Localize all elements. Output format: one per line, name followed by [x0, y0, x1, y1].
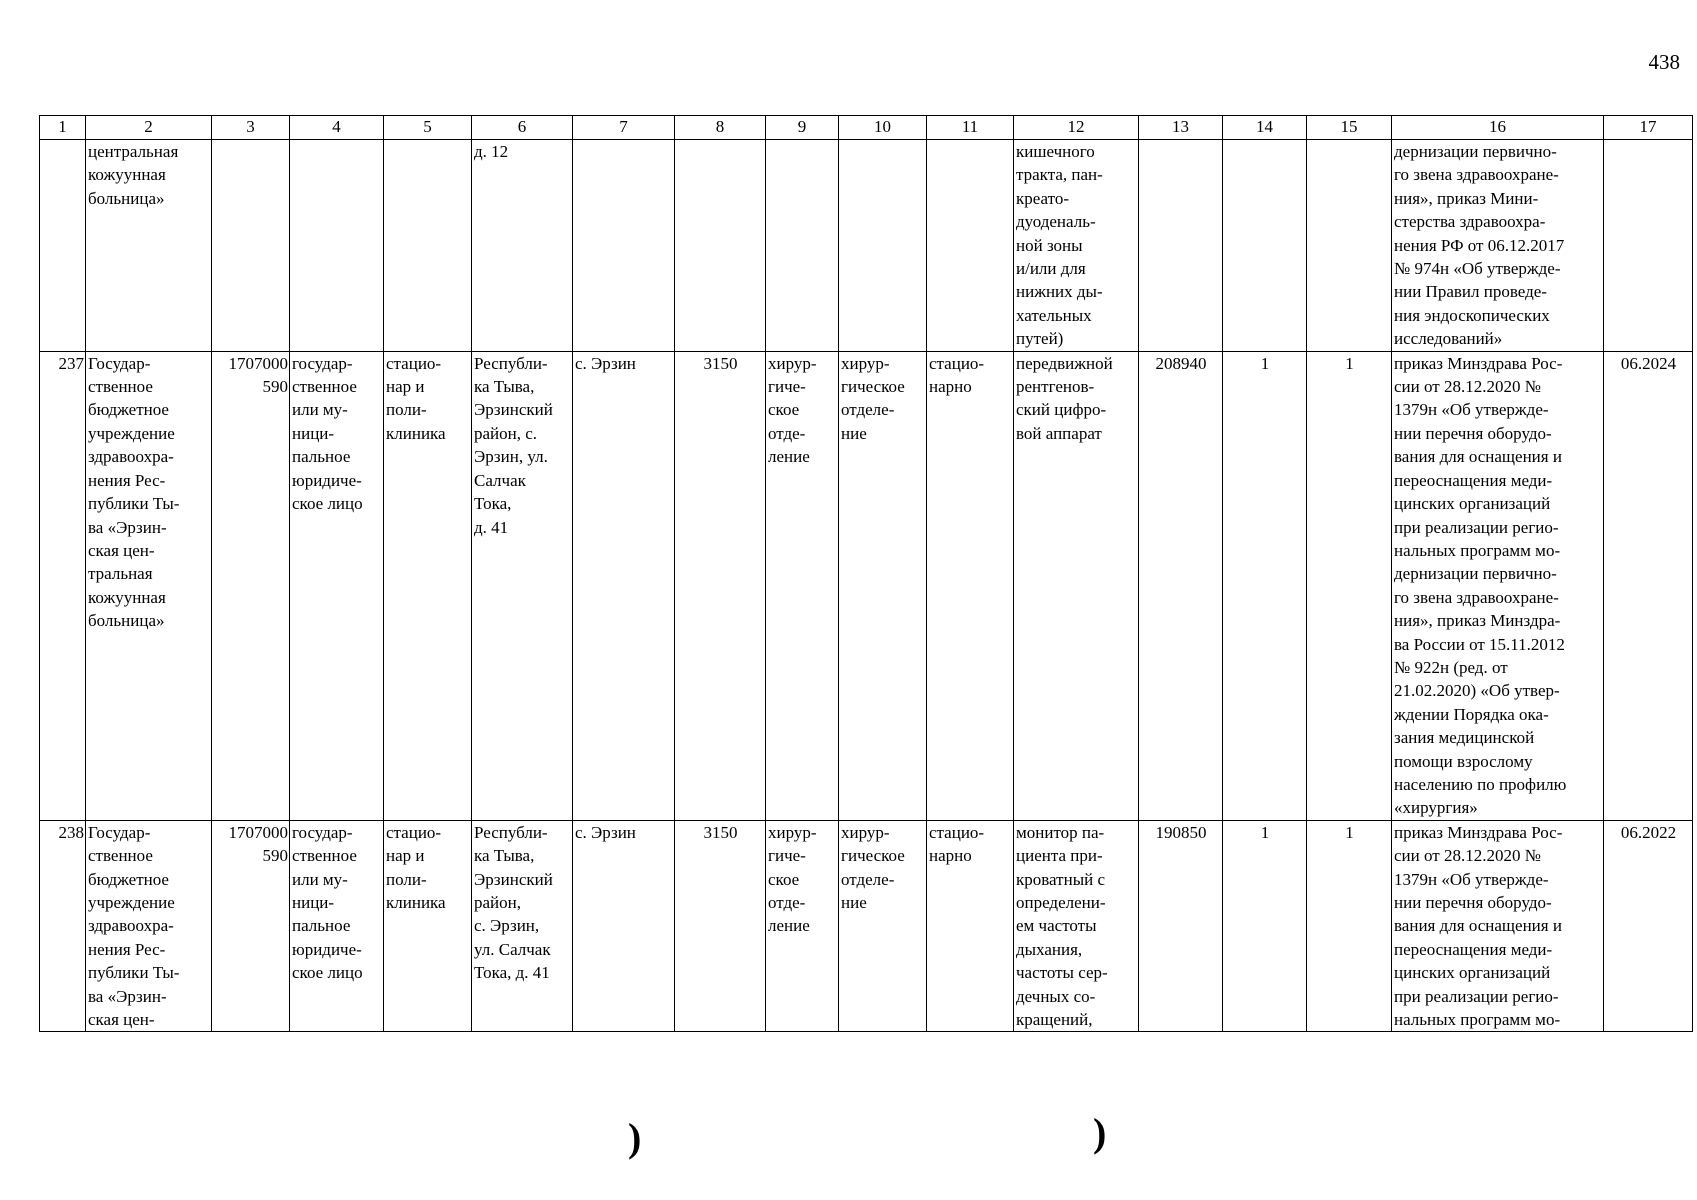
care-conditions-cell — [927, 140, 1014, 352]
code-cell: 1707000 590 — [212, 351, 290, 820]
date-cell: 06.2024 — [1604, 351, 1693, 820]
quantity-cell: 1 — [1307, 351, 1392, 820]
quantity-cell: 1 — [1223, 351, 1307, 820]
table-row — [40, 820, 1693, 1032]
col-header: 3 — [212, 116, 290, 140]
table-row — [40, 140, 1693, 352]
facility-type-cell: стацио- нар и поли- клиника — [384, 351, 472, 820]
col-header: 17 — [1604, 116, 1693, 140]
col-header: 2 — [86, 116, 212, 140]
equipment-code-cell — [1139, 140, 1223, 352]
quantity-cell: 1 — [1223, 820, 1307, 1032]
care-conditions-cell: стацио- нарно — [927, 351, 1014, 820]
equipment-name-cell: кишечного тракта, пан- креато- дуоденаль- ной зоны и/или для нижних ды- хательных путей) — [1014, 140, 1139, 352]
population-cell: 3150 — [675, 351, 766, 820]
quantity-cell: 1 — [1307, 820, 1392, 1032]
equipment-name-cell: передвижной рентгенов- ский цифро- вой аппарат — [1014, 351, 1139, 820]
col-header: 5 — [384, 116, 472, 140]
date-cell: 06.2022 — [1604, 820, 1693, 1032]
settlement-cell: с. Эрзин — [573, 351, 675, 820]
col-header: 13 — [1139, 116, 1223, 140]
quantity-cell — [1223, 140, 1307, 352]
col-header: 11 — [927, 116, 1014, 140]
settlement-cell — [573, 140, 675, 352]
quantity-cell — [1307, 140, 1392, 352]
col-header: 9 — [766, 116, 839, 140]
col-header: 6 — [472, 116, 573, 140]
legal-form-cell: государ- ственное или му- ници- пальное юридиче- ское лицо — [290, 351, 384, 820]
col-header: 8 — [675, 116, 766, 140]
col-header: 12 — [1014, 116, 1139, 140]
equipment-code-cell: 208940 — [1139, 351, 1223, 820]
col-header: 1 — [40, 116, 86, 140]
code-cell — [212, 140, 290, 352]
organization-name-cell: Государ- ственное бюджетное учреждение здравоохра- нения Рес- публики Ты- ва «Эрзин- ская цен- — [86, 820, 212, 1032]
legal-basis-cell: дернизации первично- го звена здравоохране- ния», приказ Мини- стерства здравоохра- нения РФ от 06.12.2017 № 974н «Об утвержде- нии Правил проведе- ния эндоскопических исследований» — [1392, 140, 1604, 352]
department-profile-cell: хирур- гическое отделе- ние — [839, 351, 927, 820]
col-header: 16 — [1392, 116, 1604, 140]
code-cell: 1707000 590 — [212, 820, 290, 1032]
equipment-table — [39, 115, 1693, 1032]
col-header: 15 — [1307, 116, 1392, 140]
settlement-cell: с. Эрзин — [573, 820, 675, 1032]
row-number-cell: 237 — [40, 351, 86, 820]
legal-form-cell: государ- ственное или му- ници- пальное юридиче- ское лицо — [290, 820, 384, 1032]
care-conditions-cell: стацио- нарно — [927, 820, 1014, 1032]
department-cell: хирур- гиче- ское отде- ление — [766, 820, 839, 1032]
margin-mark: ) — [1093, 1110, 1107, 1155]
address-cell: Республи- ка Тыва, Эрзинский район, с. Эрзин, ул. Салчак Тока, д. 41 — [472, 820, 573, 1032]
col-header: 4 — [290, 116, 384, 140]
population-cell — [675, 140, 766, 352]
address-cell: Республи- ка Тыва, Эрзинский район, с. Эрзин, ул. Салчак Тока, д. 41 — [472, 351, 573, 820]
margin-mark: ) — [628, 1115, 642, 1160]
legal-form-cell — [290, 140, 384, 352]
legal-basis-cell: приказ Минздрава Рос- сии от 28.12.2020 № 1379н «Об утвержде- нии перечня оборудо- вания для оснащения и переоснащения меди- цинских организаций при реализации регио- нальных программ мо- дернизации первично- го звена здравоохране- ния», приказ Минздра- ва России от 15.11.2012 № 922н (ред. от 21.02.2020) «Об утвер- ждении Порядка ока- зания медицинской помощи взрослому населению по профилю «хирургия» — [1392, 351, 1604, 820]
row-number-cell: 238 — [40, 820, 86, 1032]
row-number-cell — [40, 140, 86, 352]
col-header: 14 — [1223, 116, 1307, 140]
department-cell: хирур- гиче- ское отде- ление — [766, 351, 839, 820]
population-cell: 3150 — [675, 820, 766, 1032]
date-cell — [1604, 140, 1693, 352]
col-header: 7 — [573, 116, 675, 140]
facility-type-cell — [384, 140, 472, 352]
equipment-code-cell: 190850 — [1139, 820, 1223, 1032]
facility-type-cell: стацио- нар и поли- клиника — [384, 820, 472, 1032]
equipment-name-cell: монитор па- циента при- кроватный с определени- ем частоты дыхания, частоты сер- дечных со- кращений, — [1014, 820, 1139, 1032]
organization-name-cell: Государ- ственное бюджетное учреждение здравоохра- нения Рес- публики Ты- ва «Эрзин- ская цен- тральная кожуунная больница» — [86, 351, 212, 820]
department-cell — [766, 140, 839, 352]
department-profile-cell — [839, 140, 927, 352]
organization-name-cell: центральная кожуунная больница» — [86, 140, 212, 352]
page-number: 438 — [1648, 50, 1680, 74]
col-header: 10 — [839, 116, 927, 140]
legal-basis-cell: приказ Минздрава Рос- сии от 28.12.2020 № 1379н «Об утвержде- нии перечня оборудо- вания для оснащения и переоснащения меди- цинских организаций при реализации регио- нальных программ мо- — [1392, 820, 1604, 1032]
address-cell: д. 12 — [472, 140, 573, 352]
department-profile-cell: хирур- гическое отделе- ние — [839, 820, 927, 1032]
table-row — [40, 351, 1693, 820]
column-number-row — [40, 116, 1693, 140]
